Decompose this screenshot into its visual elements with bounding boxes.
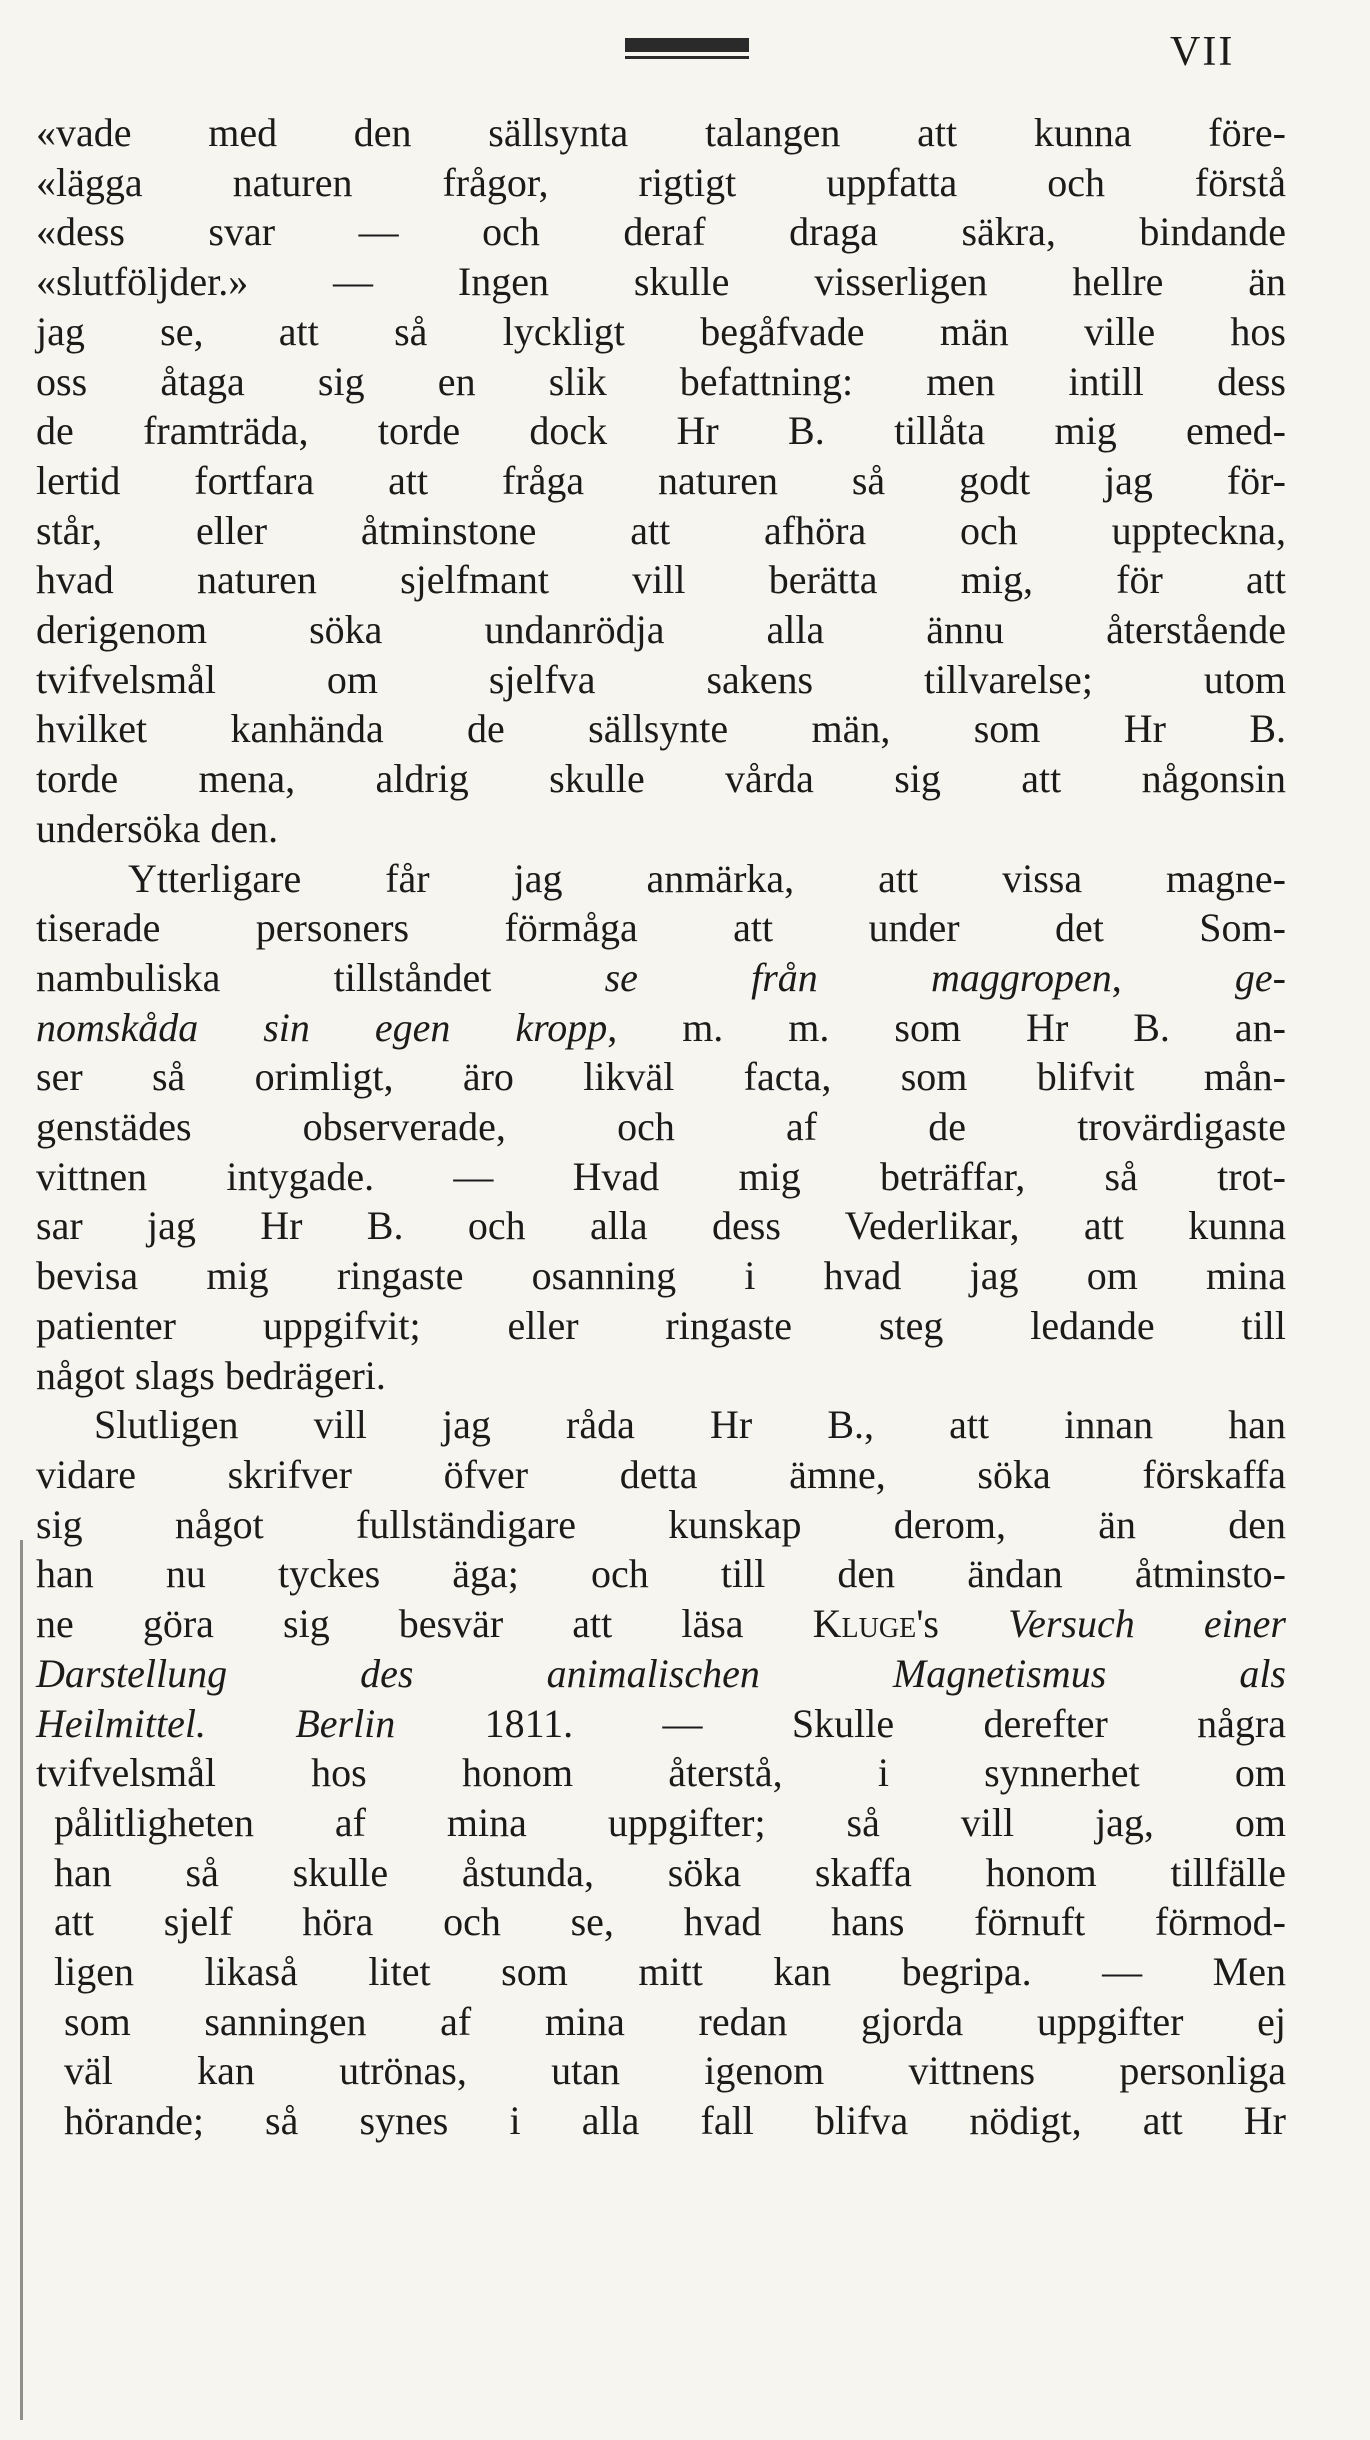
text-segment: «vade med den sällsynta talangen att kunna före-	[36, 110, 1286, 155]
text-line	[36, 605, 1286, 655]
text-line	[36, 307, 1286, 357]
text-segment: undersöka den.	[36, 805, 279, 851]
text-line	[36, 1798, 1286, 1848]
text-line	[36, 1500, 1286, 1550]
text-line	[36, 655, 1286, 705]
text-segment: oss åtaga sig en slik befattning: men intill dess	[36, 358, 1286, 404]
text-line	[36, 2046, 1286, 2096]
text-line	[36, 1748, 1286, 1798]
italic-text: ge-	[1234, 954, 1286, 1000]
text-segment: som sanningen af mina redan gjorda uppgifter ej	[64, 1998, 1286, 2044]
text-segment: Slutligen vill jag råda Hr B., att innan han	[94, 1402, 1286, 1448]
text-segment: bevisa mig ringaste osanning i hvad jag om mina	[36, 1253, 1286, 1299]
text-line	[36, 1549, 1286, 1599]
text-segment: patienter uppgifvit; eller ringaste steg ledande till	[36, 1302, 1286, 1348]
text-segment: torde mena, aldrig skulle vårda sig att någonsin	[36, 756, 1286, 802]
text-segment: väl kan utrönas, utan igenom vittnens personliga	[64, 2048, 1286, 2094]
text-segment: 's	[916, 1601, 1009, 1647]
page-number: VII	[1170, 29, 1235, 75]
text-line	[36, 406, 1286, 456]
text-segment: derigenom söka undanrödja alla ännu återstående	[36, 607, 1286, 653]
text-line	[36, 754, 1286, 804]
text-line	[36, 1897, 1286, 1947]
text-line	[36, 108, 1286, 158]
text-line	[36, 704, 1286, 754]
text-segment: ligen likaså litet som mitt kan begripa. — Men	[54, 1949, 1286, 1995]
text-line	[36, 1102, 1286, 1152]
text-segment: sig något fullständigare kunskap derom, än den	[36, 1501, 1286, 1547]
text-line	[36, 953, 1286, 1003]
text-segment: han så skulle åstunda, söka skaffa honom tillfälle	[54, 1849, 1286, 1895]
text-line	[36, 2096, 1286, 2146]
text-line	[36, 1301, 1286, 1351]
text-line	[36, 1003, 1286, 1053]
text-line	[36, 1649, 1286, 1699]
text-line	[36, 357, 1286, 407]
text-line	[36, 1152, 1286, 1202]
text-line	[36, 1997, 1286, 2047]
text-segment: han nu tyckes äga; och till den ändan åtminsto-	[36, 1551, 1286, 1597]
text-line	[36, 1351, 1286, 1401]
text-line	[36, 1450, 1286, 1500]
text-segment: Ytterligare får jag anmärka, att vissa magne-	[128, 855, 1286, 901]
text-line	[36, 1599, 1286, 1649]
page-header	[0, 18, 1370, 78]
text-segment: ,	[1111, 954, 1235, 1000]
text-segment: genstädes observerade, och af de trovärdigaste	[36, 1104, 1286, 1150]
text-line	[36, 506, 1286, 556]
text-line	[36, 1947, 1286, 1997]
text-line	[36, 555, 1286, 605]
small-caps-text: Kluge	[812, 1601, 917, 1647]
text-line	[36, 1848, 1286, 1898]
header-rule	[625, 38, 749, 52]
text-segment: hörande; så synes i alla fall blifva nödigt, att Hr	[64, 2098, 1286, 2144]
text-segment: att sjelf höra och se, hvad hans förnuft förmod-	[54, 1899, 1286, 1945]
text-segment: vidare skrifver öfver detta ämne, söka förskaffa	[36, 1451, 1286, 1497]
text-segment: 1811. — Skulle derefter några	[395, 1700, 1287, 1746]
margin-mark	[20, 1540, 23, 2420]
text-line	[36, 854, 1286, 904]
text-segment: hvad naturen sjelfmant vill berätta mig, för att	[36, 557, 1286, 603]
text-segment: ne göra sig besvär att läsa	[36, 1601, 813, 1647]
text-segment: står, eller åtminstone att afhöra och uppteckna,	[36, 507, 1286, 553]
italic-text: Versuch einer	[1008, 1601, 1287, 1647]
text-line	[36, 1052, 1286, 1102]
text-segment: tvifvelsmål om sjelfva sakens tillvarelse; utom	[36, 656, 1286, 702]
text-segment: sar jag Hr B. och alla dess Vederlikar, att kunna	[36, 1203, 1286, 1249]
text-segment: nambuliska tillståndet	[36, 954, 605, 1000]
text-segment: tiserade personers förmåga att under det Som-	[36, 905, 1286, 951]
text-line	[36, 804, 1286, 854]
text-segment: lertid fortfara att fråga naturen så godt jag för-	[36, 457, 1286, 503]
text-line	[36, 207, 1286, 257]
text-segment: «lägga naturen frågor, rigtigt uppfatta och förstå	[36, 159, 1286, 205]
text-line	[36, 1699, 1286, 1749]
italic-text: se från maggropen	[604, 954, 1112, 1000]
text-segment: ser så orimligt, äro likväl facta, som blifvit mån-	[36, 1054, 1286, 1100]
text-line	[36, 456, 1286, 506]
text-segment: hvilket kanhända de sällsynte män, som Hr B.	[36, 706, 1286, 752]
text-segment: något slags bedrägeri.	[36, 1352, 386, 1398]
text-line	[36, 257, 1286, 307]
text-segment: «dess svar — och deraf draga säkra, bindande	[36, 209, 1286, 255]
italic-text: nomskåda sin egen kropp	[36, 1004, 608, 1050]
text-line	[36, 1400, 1286, 1450]
text-segment: pålitligheten af mina uppgifter; så vill jag, om	[54, 1799, 1286, 1845]
text-segment: vittnen intygade. — Hvad mig beträffar, så trot-	[36, 1153, 1286, 1199]
text-line	[36, 1251, 1286, 1301]
text-line	[36, 158, 1286, 208]
text-segment: , m. m. som Hr B. an-	[607, 1004, 1286, 1050]
text-line	[36, 1201, 1286, 1251]
text-segment: tvifvelsmål hos honom återstå, i synnerhet om	[36, 1750, 1286, 1796]
body-text	[36, 108, 1286, 2146]
text-segment: jag se, att så lyckligt begåfvade män ville hos	[36, 308, 1286, 354]
text-line	[36, 903, 1286, 953]
italic-text: Heilmittel. Berlin	[36, 1700, 396, 1746]
text-segment: de framträda, torde dock Hr B. tillåta mig emed-	[36, 408, 1286, 454]
text-segment: «slutföljder.» — Ingen skulle visserligen hellre än	[36, 259, 1286, 305]
italic-text: Darstellung des animalischen Magnetismus als	[36, 1650, 1286, 1696]
